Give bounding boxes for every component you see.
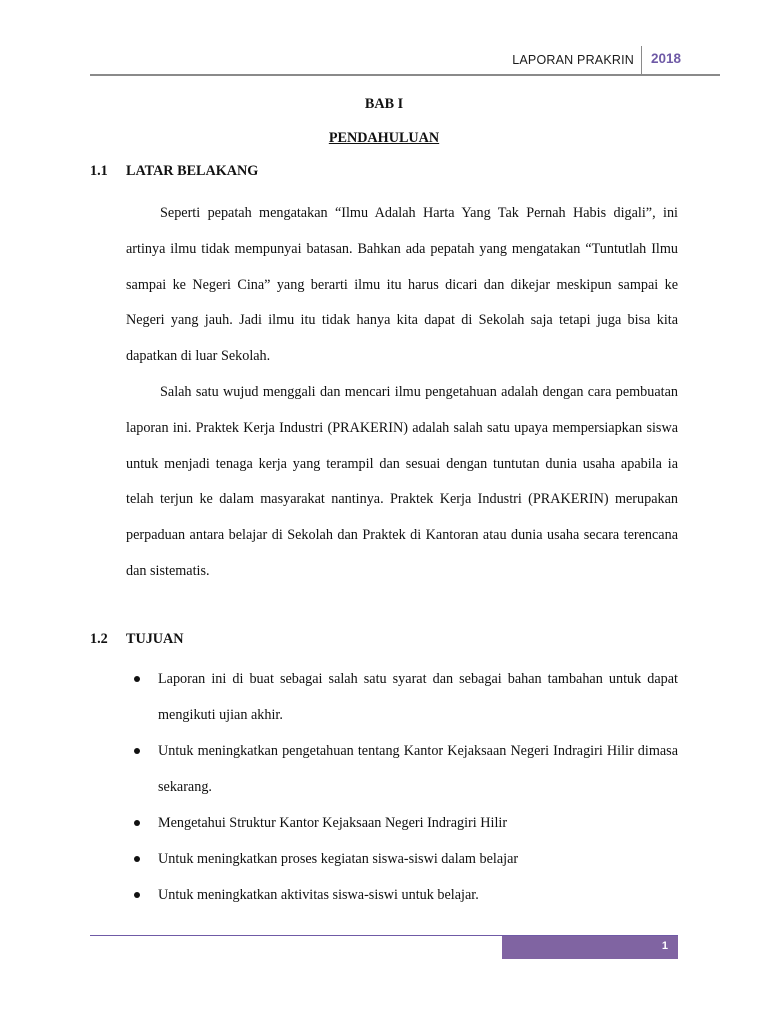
- tujuan-list: [90, 661, 678, 913]
- bullet-icon: [134, 748, 140, 754]
- section-heading-latar-belakang: [90, 160, 678, 182]
- header-rule: [90, 74, 720, 76]
- chapter-title: PENDAHULUAN: [328, 130, 440, 146]
- header-divider: [641, 46, 643, 75]
- header-title: LAPORAN PRAKRIN: [512, 53, 634, 67]
- page-number-box: [502, 936, 678, 959]
- list-item-text: Untuk meningkatkan aktivitas siswa-siswi untuk belajar.: [158, 886, 479, 903]
- section-number: 1.2: [90, 630, 108, 647]
- bullet-icon: [134, 892, 140, 898]
- paragraph: Salah satu wujud menggali dan mencari ilmu pengetahuan adalah dengan cara pembuatan laporan ini. Praktek Kerja Industri (PRAKERIN) adalah salah satu upaya mempersiapkan siswa untuk menjadi tenaga kerja yang terampil dan sesuai dengan tuntutan dunia usaha apabila ia telah terjun ke dalam masyarakat nantinya. Praktek Kerja Industri (PRAKERIN) merupakan perpaduan antara belajar di Sekolah dan Praktek di Kantoran atau dunia usaha secara terencana dan sistematis.: [126, 383, 678, 579]
- section-number: 1.1: [90, 163, 108, 179]
- header-year: 2018: [650, 51, 681, 66]
- list-item-text: Untuk meningkatkan proses kegiatan siswa-siswi dalam belajar: [158, 850, 519, 867]
- chapter-label: BAB I: [364, 96, 404, 112]
- paragraph: Seperti pepatah mengatakan “Ilmu Adalah Harta Yang Tak Pernah Habis digali”, ini artinya ilmu tidak mempunyai batasan. Bahkan ada pepatah yang mengatakan “Tuntutlah Ilmu sampai ke Negeri Cina” yang berarti ilmu itu harus dicari dan dikejar meskipun sampai ke Negeri yang jauh. Jadi ilmu itu tidak hanya kita dapat di Sekolah saja tetapi juga bisa kita dapatkan di luar Sekolah.: [126, 205, 678, 365]
- section-title: LATAR BELAKANG: [126, 163, 259, 179]
- list-item-text: Laporan ini di buat sebagai salah satu syarat dan sebagai bahan tambahan untuk dapat mengikuti ujian akhir.: [158, 670, 678, 723]
- section-heading-tujuan: [90, 628, 678, 650]
- list-item: [90, 805, 678, 841]
- list-item: [90, 841, 678, 877]
- page-header: [90, 46, 720, 76]
- list-item: [90, 661, 678, 733]
- list-item: [90, 877, 678, 913]
- bullet-icon: [134, 676, 140, 682]
- list-item-text: Untuk meningkatkan pengetahuan tentang Kantor Kejaksaan Negeri Indragiri Hilir dimasa sekarang.: [158, 742, 678, 795]
- section-title: TUJUAN: [126, 630, 184, 647]
- document-body: [90, 92, 678, 913]
- list-item-text: Mengetahui Struktur Kantor Kejaksaan Negeri Indragiri Hilir: [158, 814, 508, 831]
- bullet-icon: [134, 820, 140, 826]
- bullet-icon: [134, 856, 140, 862]
- page-number: 1: [661, 940, 668, 952]
- list-item: [90, 733, 678, 805]
